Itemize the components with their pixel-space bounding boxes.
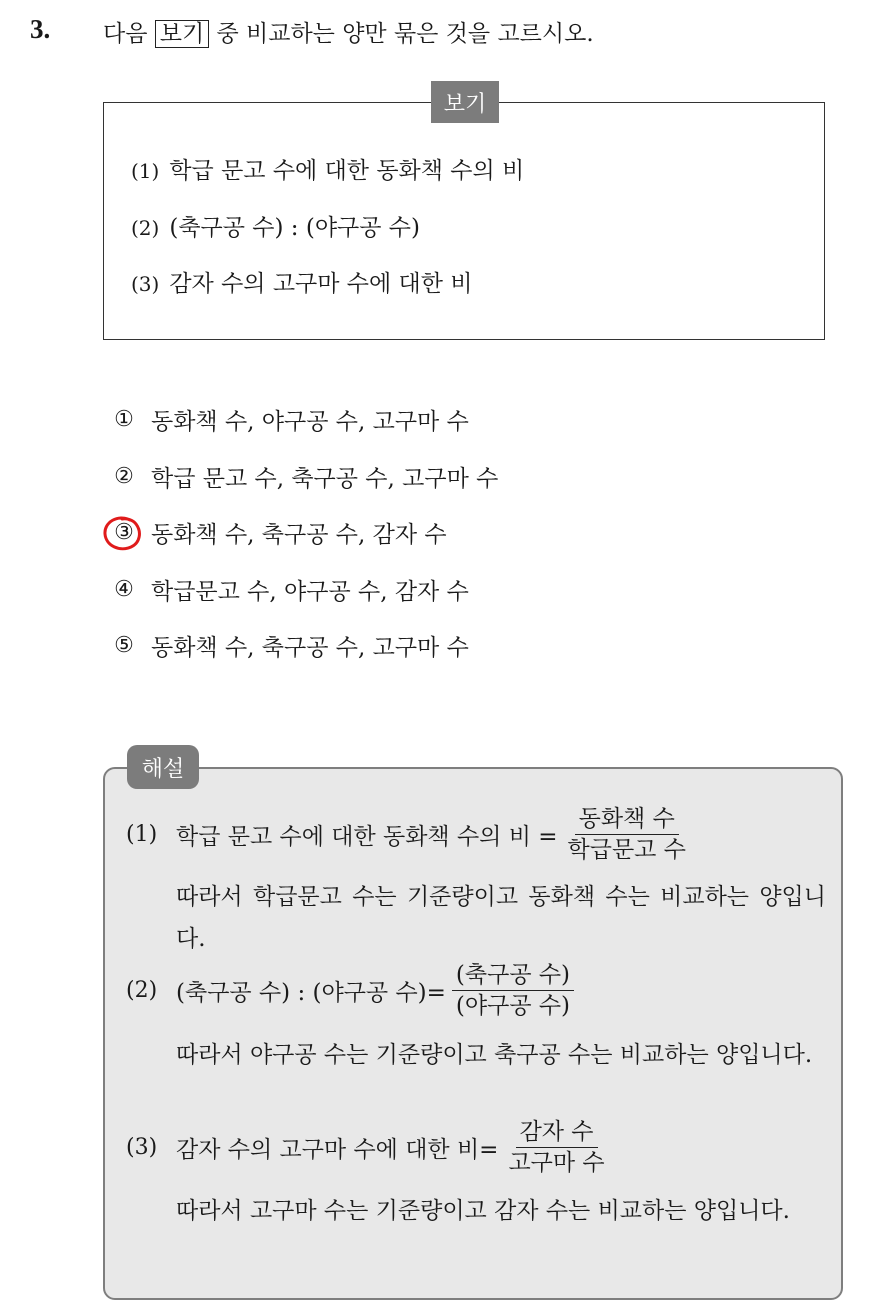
bogi-item-text: 학급 문고 수에 대한 동화책 수의 비	[169, 158, 525, 184]
choice-text: 학급 문고 수, 축구공 수, 고구마 수	[151, 466, 499, 492]
fraction	[504, 1119, 608, 1177]
bogi-item-number: (3)	[131, 272, 160, 296]
choice-mark: ①	[114, 407, 134, 432]
choice-mark: ③	[114, 520, 134, 545]
explanation-number: (3)	[126, 1135, 158, 1161]
choice-text: 동화책 수, 축구공 수, 고구마 수	[151, 635, 469, 661]
fraction	[564, 806, 690, 864]
question-text	[103, 15, 594, 48]
fraction-denominator: (야구공 수)	[455, 993, 571, 1020]
choice-3[interactable]	[109, 516, 447, 549]
explanation-formula-3	[126, 1119, 609, 1177]
choice-1[interactable]	[109, 403, 469, 436]
fraction-numerator: 감자 수	[516, 1119, 598, 1148]
bogi-tag: 보기	[431, 81, 499, 123]
bogi-item	[131, 209, 420, 242]
explanation-lhs: 학급 문고 수에 대한 동화책 수의 비 =	[176, 824, 558, 851]
fraction-numerator: 동화책 수	[575, 806, 679, 835]
explanation-formula-2	[126, 962, 574, 1020]
fraction-denominator: 학급문고 수	[567, 837, 686, 864]
explanation-tag: 해설	[127, 745, 199, 789]
bogi-item-text: (축구공 수) : (야구공 수)	[169, 215, 420, 241]
choice-mark: ⑤	[114, 633, 134, 658]
question-prefix: 다음	[103, 21, 148, 47]
bogi-item-number: (2)	[131, 216, 160, 240]
question-boxed-word: 보기	[155, 20, 209, 48]
bogi-item	[131, 152, 524, 185]
fraction	[452, 962, 574, 1020]
explanation-number: (2)	[126, 978, 158, 1004]
bogi-item-number: (1)	[131, 159, 160, 183]
explanation-body-2: 따라서 야구공 수는 기준량이고 축구공 수는 비교하는 양입니다.	[176, 1042, 813, 1068]
explanation-body-1: 따라서 학급문고 수는 기준량이고 동화책 수는 비교하는 양입니다.	[176, 884, 826, 952]
answer-circle-icon	[100, 514, 146, 554]
explanation-lhs: 감자 수의 고구마 수에 대한 비=	[176, 1137, 499, 1164]
bogi-item-text: 감자 수의 고구마 수에 대한 비	[169, 271, 473, 297]
choice-text: 동화책 수, 축구공 수, 감자 수	[151, 522, 447, 548]
explanation-number: (1)	[126, 822, 158, 848]
bogi-item	[131, 265, 473, 298]
choice-text: 학급문고 수, 야구공 수, 감자 수	[151, 579, 469, 605]
choice-2[interactable]	[109, 460, 498, 493]
question-suffix: 중 비교하는 양만 묶은 것을 고르시오.	[216, 21, 594, 47]
fraction-numerator: (축구공 수)	[452, 962, 574, 991]
choice-text: 동화책 수, 야구공 수, 고구마 수	[151, 409, 469, 435]
choice-5[interactable]	[109, 629, 469, 662]
choice-mark: ④	[114, 577, 134, 602]
question-number: 3.	[30, 14, 51, 44]
choice-mark: ②	[114, 464, 134, 489]
explanation-formula-1	[126, 806, 690, 864]
choice-4[interactable]	[109, 573, 469, 606]
fraction-denominator: 고구마 수	[508, 1150, 605, 1177]
explanation-body-3: 따라서 고구마 수는 기준량이고 감자 수는 비교하는 양입니다.	[176, 1198, 790, 1224]
choice-mark-selected	[109, 520, 139, 545]
explanation-lhs: (축구공 수) : (야구공 수)=	[176, 980, 446, 1007]
